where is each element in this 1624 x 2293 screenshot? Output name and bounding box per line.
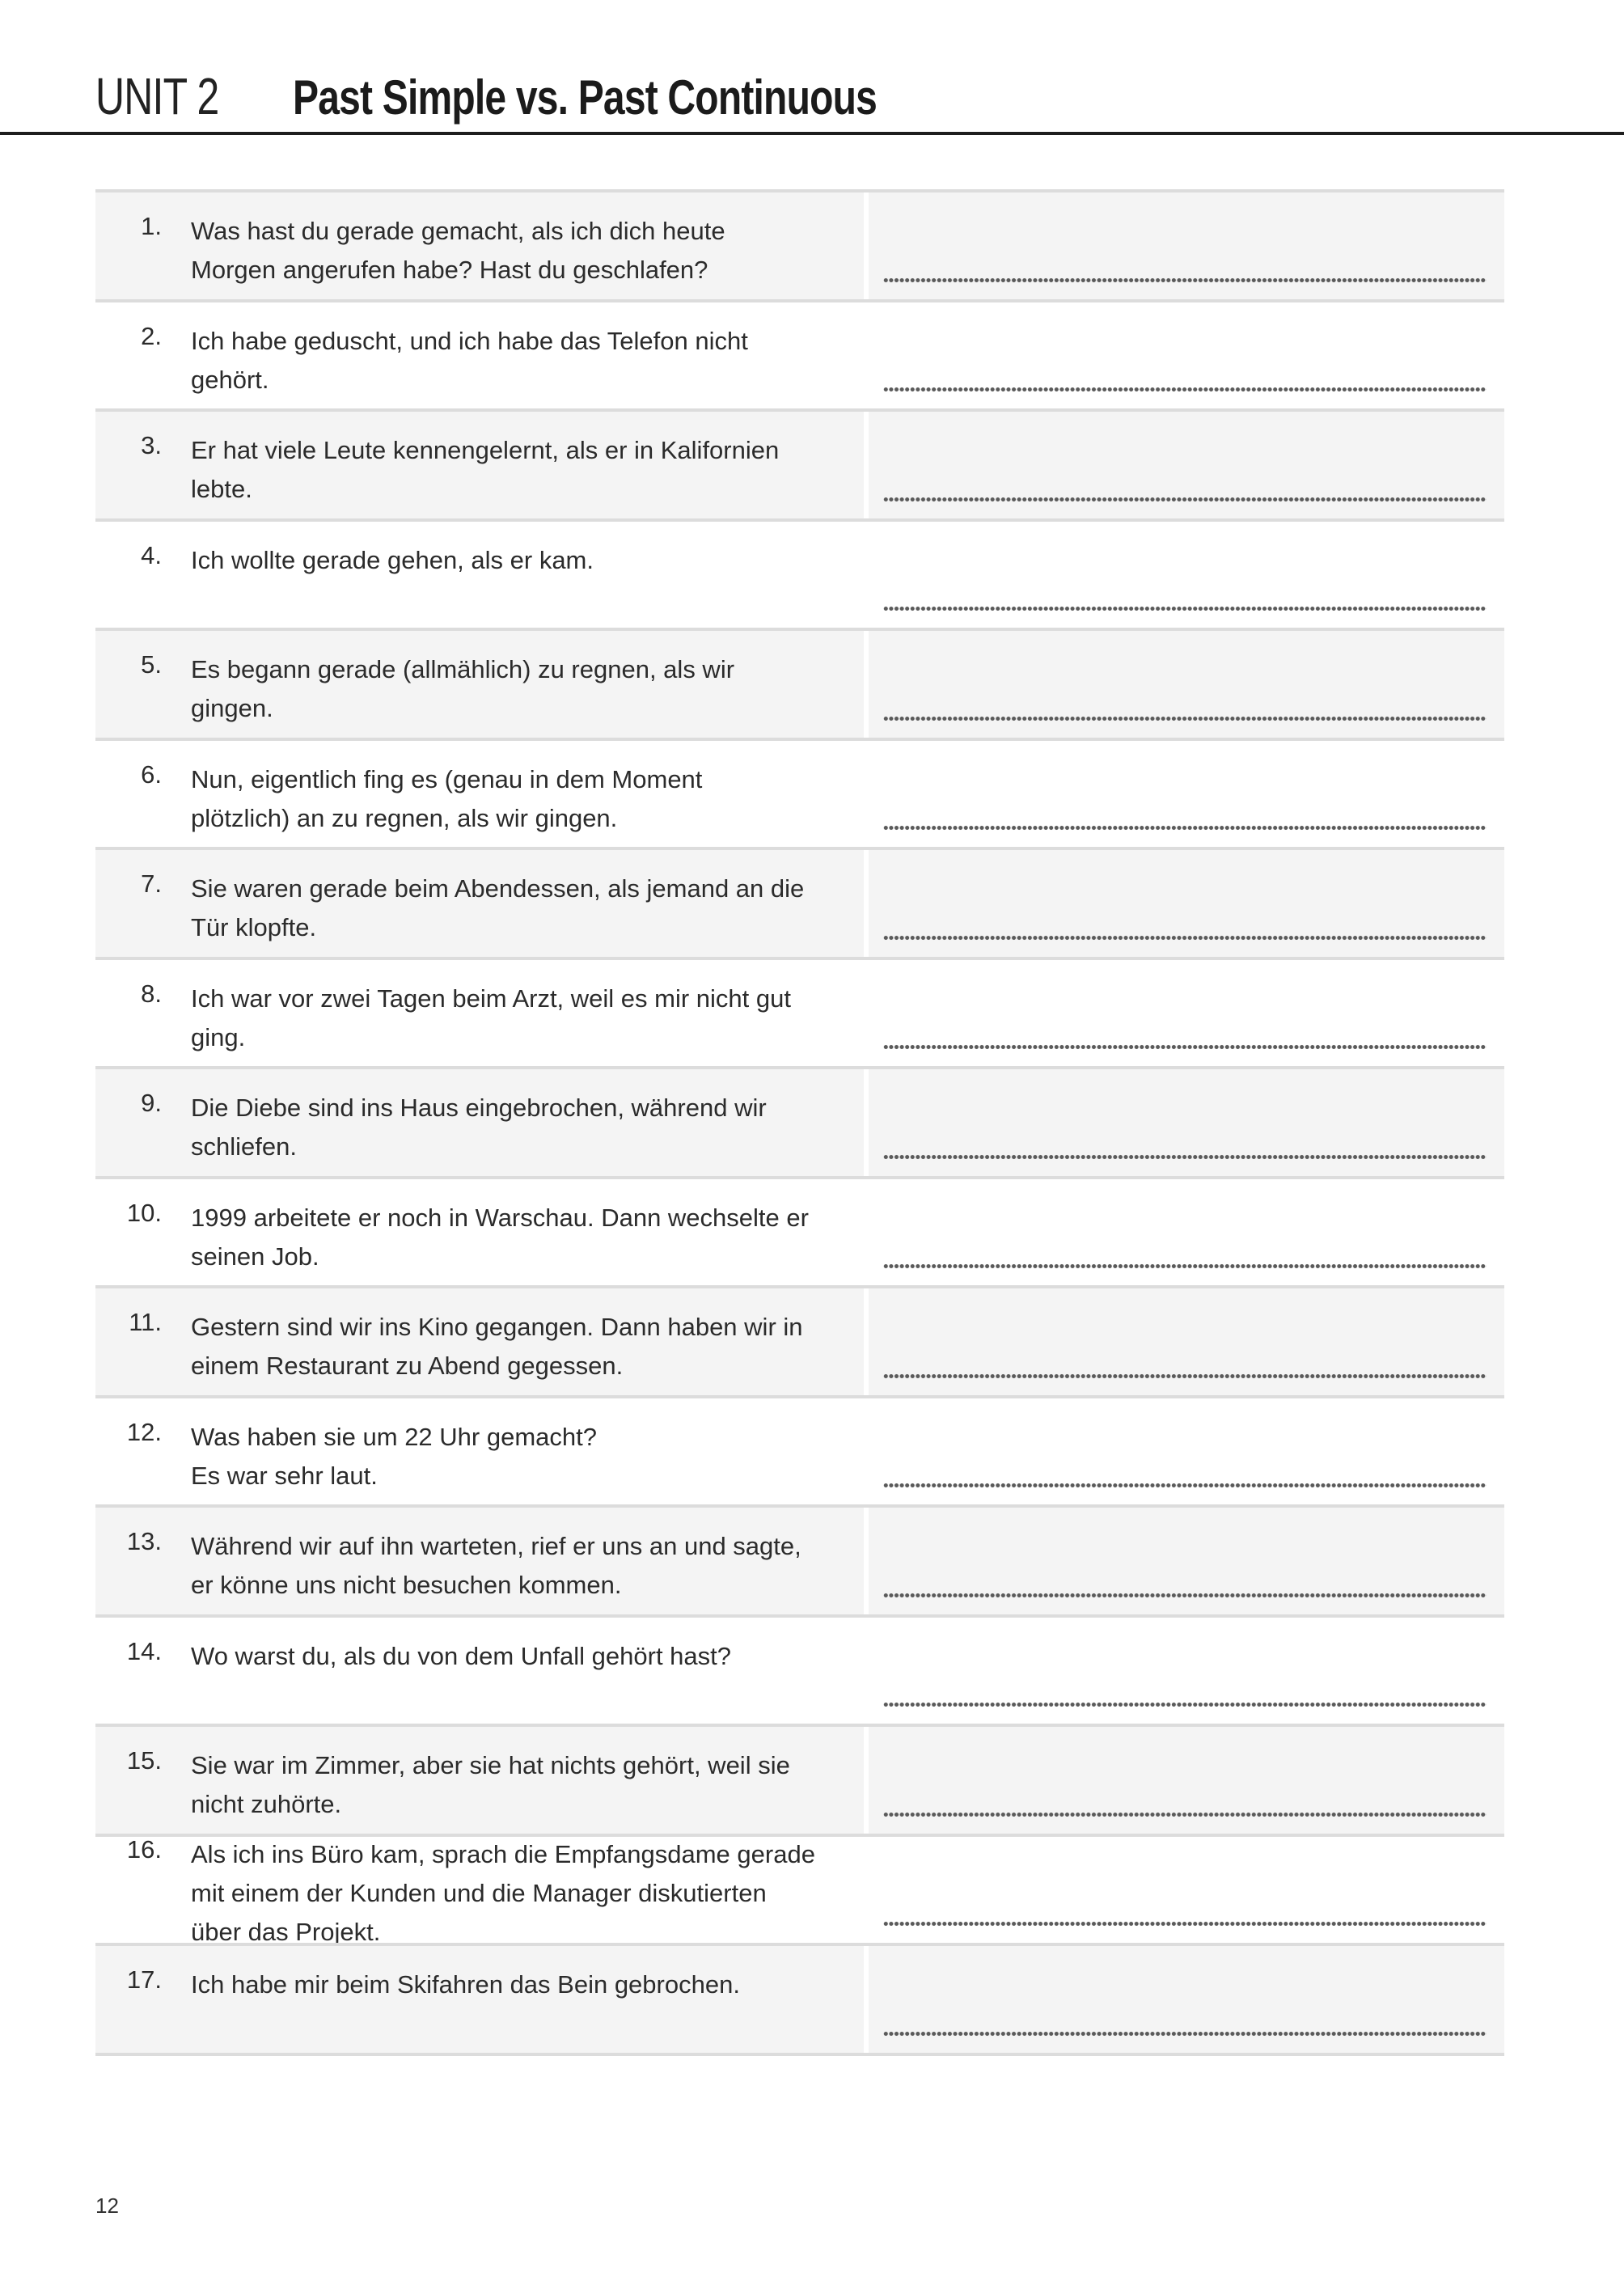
item-number: 11. [129,1308,162,1336]
exercise-row [95,1724,1504,1834]
item-number: 7. [141,869,162,898]
german-sentence [191,650,734,728]
sentence-line: Sie waren gerade beim Abendessen, als jemand an die [191,874,805,903]
sentence-line: lebte. [191,475,252,503]
sentence-cell [95,850,864,957]
sentence-line: gehört. [191,365,269,394]
german-sentence [191,1637,731,1676]
sentence-cell [95,1727,864,1834]
sentence-line: Was haben sie um 22 Uhr gemacht? [191,1422,597,1451]
exercise-row [95,518,1504,628]
sentence-cell [95,1946,864,2053]
german-sentence [191,1835,815,1952]
sentence-line: Er hat viele Leute kennengelernt, als er in Kalifornien [191,436,780,464]
sentence-line: Ich war vor zwei Tagen beim Arzt, weil es mir nicht gut [191,984,791,1013]
sentence-cell [95,1398,864,1505]
german-sentence [191,1965,740,2004]
answer-cell[interactable] [869,960,1504,1067]
dotted-answer-line[interactable] [883,277,1487,283]
item-number: 8. [141,979,162,1008]
sentence-cell [95,1834,864,1946]
exercise-row [95,1614,1504,1724]
answer-cell[interactable] [869,192,1504,299]
dotted-answer-line[interactable] [883,935,1487,941]
sentence-cell [95,631,864,738]
sentence-line: Wo warst du, als du von dem Unfall gehört hast? [191,1641,731,1670]
sentence-line: schliefen. [191,1132,297,1161]
sentence-line: einem Restaurant zu Abend gegessen. [191,1352,624,1380]
sentence-cell [95,412,864,518]
answer-cell[interactable] [869,1179,1504,1286]
sentence-cell [95,1508,864,1614]
german-sentence [191,979,791,1057]
dotted-answer-line[interactable] [883,1702,1487,1707]
dotted-answer-line[interactable] [883,1483,1487,1488]
exercise-row [95,1504,1504,1614]
answer-cell[interactable] [869,631,1504,738]
sentence-cell [95,302,864,409]
sentence-line: Als ich ins Büro kam, sprach die Empfangsdame gerade [191,1839,815,1868]
sentence-line: mit einem der Kunden und die Manager diskutierten [191,1878,767,1907]
sentence-line: Sie war im Zimmer, aber sie hat nichts gehört, weil sie [191,1751,790,1779]
dotted-answer-line[interactable] [883,387,1487,392]
german-sentence [191,541,594,580]
sentence-cell [95,1618,864,1724]
header-rule [0,132,1624,135]
sentence-line: ging. [191,1022,246,1051]
exercise-row [95,1943,1504,2056]
sentence-line: seinen Job. [191,1242,319,1271]
exercise-row [95,957,1504,1067]
sentence-line: plötzlich) an zu regnen, als wir gingen. [191,803,618,832]
sentence-line: Nun, eigentlich fing es (genau in dem Moment [191,764,703,793]
item-number: 10. [126,1198,162,1227]
sentence-cell [95,522,864,628]
answer-cell[interactable] [869,1727,1504,1834]
sentence-line: Was hast du gerade gemacht, als ich dich heute [191,217,725,245]
sentence-line: Ich habe mir beim Skifahren das Bein gebrochen. [191,1970,740,1999]
answer-cell[interactable] [869,1288,1504,1395]
sentence-line: gingen. [191,694,273,722]
sentence-cell [95,1288,864,1395]
sentence-cell [95,741,864,848]
german-sentence [191,760,702,838]
item-number: 1. [141,212,162,240]
item-number: 2. [141,321,162,350]
german-sentence [191,1527,801,1605]
dotted-answer-line[interactable] [883,497,1487,502]
unit-label: UNIT 2 [95,67,219,125]
item-number: 5. [141,650,162,679]
answer-cell[interactable] [869,1837,1504,1944]
dotted-answer-line[interactable] [883,2031,1487,2037]
item-number: 17. [126,1965,162,1994]
dotted-answer-line[interactable] [883,1593,1487,1598]
item-number: 3. [141,431,162,459]
answer-cell[interactable] [869,1398,1504,1505]
sentence-line: Die Diebe sind ins Haus eingebrochen, während wir [191,1094,767,1122]
exercise-row [95,1285,1504,1395]
dotted-answer-line[interactable] [883,1044,1487,1050]
item-number: 16. [126,1834,162,1864]
dotted-answer-line[interactable] [883,1373,1487,1379]
item-number: 6. [141,759,162,789]
answer-cell[interactable] [869,412,1504,518]
answer-cell[interactable] [869,850,1504,957]
sentence-line: Tür klopfte. [191,913,317,941]
answer-cell[interactable] [869,1946,1504,2053]
exercise-row [95,408,1504,518]
exercise-row [95,628,1504,738]
sentence-line: er könne uns nicht besuchen kommen. [191,1571,622,1599]
sentence-cell [95,192,864,299]
exercise-row [95,1834,1504,1944]
item-number: 12. [126,1417,162,1446]
sentence-line: Es begann gerade (allmählich) zu regnen, als wir [191,655,735,683]
german-sentence [191,322,748,400]
sentence-line: Morgen angerufen habe? Hast du geschlafen? [191,256,708,284]
item-number: 15. [126,1746,162,1775]
sentence-line: Gestern sind wir ins Kino gegangen. Dann haben wir in [191,1313,803,1341]
item-number: 13. [126,1527,162,1555]
answer-cell[interactable] [869,1508,1504,1614]
dotted-answer-line[interactable] [883,1154,1487,1160]
dotted-answer-line[interactable] [883,1263,1487,1269]
sentence-cell [95,1069,864,1176]
german-sentence [191,1418,597,1496]
exercise-row [95,299,1504,409]
german-sentence [191,212,725,290]
dotted-answer-line[interactable] [883,606,1487,611]
answer-cell[interactable] [869,1618,1504,1724]
sentence-line: nicht zuhörte. [191,1790,342,1818]
dotted-answer-line[interactable] [883,716,1487,721]
sentence-line: Ich wollte gerade gehen, als er kam. [191,545,594,574]
german-sentence [191,431,779,509]
page-number: 12 [95,2194,119,2218]
exercise-row [95,1176,1504,1286]
item-number: 14. [126,1636,162,1665]
german-sentence [191,1308,803,1386]
german-sentence [191,1199,809,1276]
exercise-row [95,1066,1504,1176]
exercise-row [95,847,1504,957]
answer-cell[interactable] [869,522,1504,628]
sentence-line: Während wir auf ihn warteten, rief er uns an und sagte, [191,1532,801,1560]
german-sentence [191,1089,767,1166]
dotted-answer-line[interactable] [883,1921,1487,1927]
answer-cell[interactable] [869,1069,1504,1176]
sentence-cell [95,1179,864,1286]
exercise-row [95,189,1504,299]
german-sentence [191,869,804,947]
dotted-answer-line[interactable] [883,1812,1487,1817]
sentence-line: Es war sehr laut. [191,1461,378,1490]
german-sentence [191,1746,790,1824]
item-number: 4. [141,540,162,569]
sentence-line: über das Projekt. [191,1917,381,1946]
sentence-line: Ich habe geduscht, und ich habe das Telefon nicht [191,326,748,355]
exercise-row [95,738,1504,848]
item-number: 9. [141,1089,162,1117]
dotted-answer-line[interactable] [883,825,1487,831]
answer-cell[interactable] [869,741,1504,848]
exercise-table [95,189,1504,2056]
exercise-row [95,1395,1504,1505]
page-title: Past Simple vs. Past Continuous [293,70,878,125]
answer-cell[interactable] [869,302,1504,409]
sentence-line: 1999 arbeitete er noch in Warschau. Dann wechselte er [191,1203,809,1232]
sentence-cell [95,960,864,1067]
